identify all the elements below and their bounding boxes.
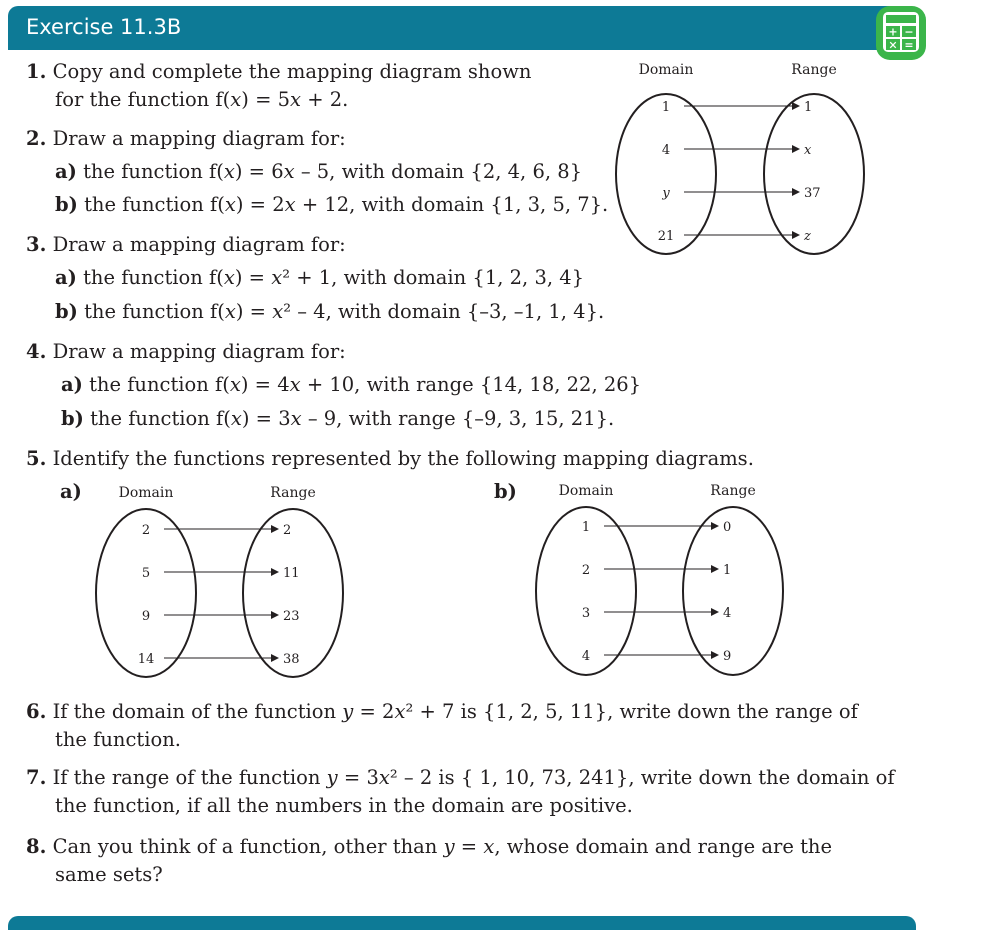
svg-text:=: = [904,38,914,52]
question-2b: b) the function f(x) = 2x + 12, with domain {1, 3, 5, 7}. [55,193,609,216]
range-label: Range [791,62,837,78]
range-value: z [804,229,811,244]
question-3a: a) the function f(x) = x² + 1, with domain {1, 2, 3, 4} [55,266,585,289]
arrow-head-icon [792,102,800,110]
arrow-head-icon [271,525,279,533]
question-7: 7. If the range of the function y = 3x² – 2 is { 1, 10, 73, 241}, write down the domain of [26,766,895,789]
question-3b: b) the function f(x) = x² – 4, with domain {–3, –1, 1, 4}. [55,300,605,323]
domain-label: Domain [558,483,614,499]
question-4: 4. Draw a mapping diagram for: [26,340,346,363]
domain-values [138,523,155,667]
question-8: 8. Can you think of a function, other than y = x, whose domain and range are the [26,835,833,858]
domain-value: 1 [661,100,671,115]
range-value: 0 [723,520,732,535]
arrow-head-icon [792,231,800,239]
question-5b-label: b) [494,480,517,503]
mapping-diagram-top [600,56,880,256]
range-values [803,100,821,244]
range-value: 4 [723,606,732,621]
question-4a: a) the function f(x) = 4x + 10, with range {14, 18, 22, 26} [61,373,642,396]
domain-value: y [662,186,670,201]
domain-value: 1 [581,520,591,535]
range-label: Range [710,483,756,499]
question-1-line-2: for the function f(x) = 5x + 2. [55,88,349,111]
range-value: x [804,143,812,158]
calculator-icon [874,4,928,62]
range-value: 11 [283,566,300,581]
domain-value: 4 [661,143,671,158]
range-values [283,523,300,667]
range-value: 23 [283,609,300,624]
svg-text:×: × [888,38,898,52]
mapping-arrows [684,102,800,239]
svg-text:−: − [904,25,914,39]
question-5a-label: a) [60,480,82,503]
domain-value: 2 [581,563,591,578]
range-value: 9 [723,649,732,664]
question-2a: a) the function f(x) = 6x – 5, with domain {2, 4, 6, 8} [55,160,583,183]
svg-text:+: + [888,25,898,39]
range-ellipse [764,94,864,254]
question-6-line-2: the function. [55,728,181,751]
range-values [723,520,731,664]
exercise-header [8,6,904,50]
range-ellipse [683,507,783,675]
arrow-head-icon [271,568,279,576]
domain-values [658,100,675,244]
question-6: 6. If the domain of the function y = 2x² + 7 is {1, 2, 5, 11}, write down the range of [26,700,858,723]
domain-value: 9 [141,609,151,624]
arrow-head-icon [792,188,800,196]
domain-value: 4 [581,649,591,664]
mapping-diagram-b [532,478,792,678]
question-4b: b) the function f(x) = 3x – 9, with range {–9, 3, 15, 21}. [61,407,615,430]
exercise-title: Exercise 11.3B [26,15,182,39]
domain-value: 2 [141,523,151,538]
domain-value: 21 [657,229,675,244]
range-value: 1 [804,100,813,115]
question-1: 1. Copy and complete the mapping diagram shown [26,60,532,83]
range-label: Range [270,485,316,501]
mapping-diagram-a [92,480,352,680]
domain-value: 14 [137,652,155,667]
mapping-arrows [164,525,279,662]
arrow-head-icon [711,608,719,616]
mapping-arrows [604,522,719,659]
arrow-head-icon [271,611,279,619]
question-5: 5. Identify the functions represented by the following mapping diagrams. [26,447,754,470]
domain-value: 5 [141,566,151,581]
bottom-banner [8,916,916,930]
range-value: 37 [804,186,821,201]
arrow-head-icon [711,565,719,573]
domain-label: Domain [118,485,174,501]
question-3: 3. Draw a mapping diagram for: [26,233,346,256]
range-value: 38 [283,652,300,667]
domain-values [582,520,590,664]
arrow-head-icon [711,651,719,659]
range-value: 2 [283,523,292,538]
arrow-head-icon [271,654,279,662]
arrow-head-icon [711,522,719,530]
arrow-head-icon [792,145,800,153]
range-value: 1 [723,563,732,578]
domain-label: Domain [638,62,694,78]
question-7-line-2: the function, if all the numbers in the domain are positive. [55,794,633,817]
question-8-line-2: same sets? [55,863,163,886]
question-2: 2. Draw a mapping diagram for: [26,127,346,150]
domain-value: 3 [581,606,591,621]
